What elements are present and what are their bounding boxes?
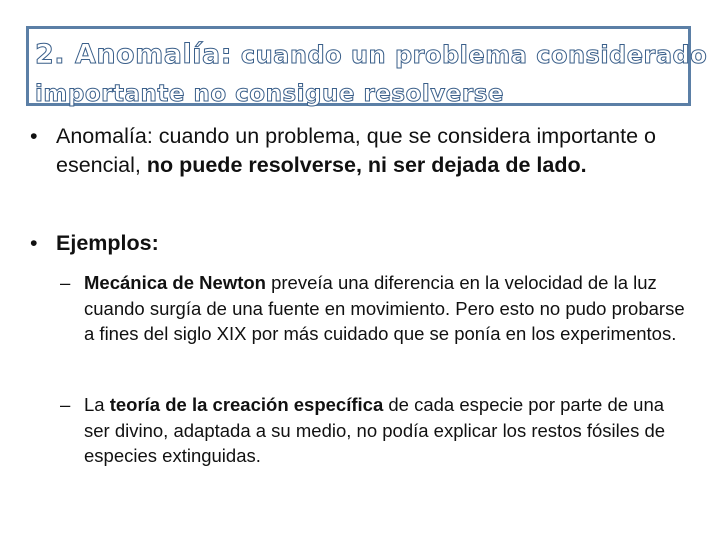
- bullet-ejemplos: [30, 229, 690, 259]
- sub-item-creacion: [60, 392, 690, 472]
- sub-item-plain-2: de cada especie por parte de una ser divino, adaptada a su medio, no podía explicar los restos fósiles de especies extinguidas.: [84, 394, 666, 466]
- slide-title-box: [26, 26, 708, 107]
- bullet-marker: •: [30, 231, 38, 255]
- sub-item-text: [84, 392, 690, 469]
- title-line-1: [35, 37, 708, 76]
- sub-item-newton: [60, 270, 690, 374]
- bullet-text: [56, 122, 676, 180]
- sub-item-plain-1: La: [84, 394, 110, 415]
- sub-marker: –: [60, 272, 71, 293]
- bullet-text-plain: Anomalía: cuando un problema, que se considera importante o esencial,: [56, 124, 656, 177]
- bullet-text-bold: no puede resolverse, ni ser dejada de lado.: [146, 153, 587, 177]
- title-line-2: importante no consigue resolverse: [35, 81, 504, 107]
- title-prefix: 2. Anomalía:: [35, 39, 232, 70]
- sub-marker: –: [60, 394, 71, 415]
- bullet-anomalia: [30, 122, 690, 212]
- sub-item-text: [84, 270, 690, 347]
- sub-item-bold: Mecánica de Newton: [84, 272, 266, 293]
- sub-item-plain: preveía una diferencia en la velocidad de la luz cuando surgía de una fuente en movimiento. Pero esto no pudo probarse a fines del siglo XIX por más cuidado que se ponía en los experimentos.: [84, 272, 685, 344]
- sub-item-bold: teoría de la creación específica: [109, 394, 384, 415]
- bullet-text-bold: Ejemplos:: [56, 231, 159, 255]
- title-suffix: cuando un problema considerado: [232, 41, 708, 69]
- bullet-text: [56, 229, 676, 258]
- bullet-marker: •: [30, 124, 38, 148]
